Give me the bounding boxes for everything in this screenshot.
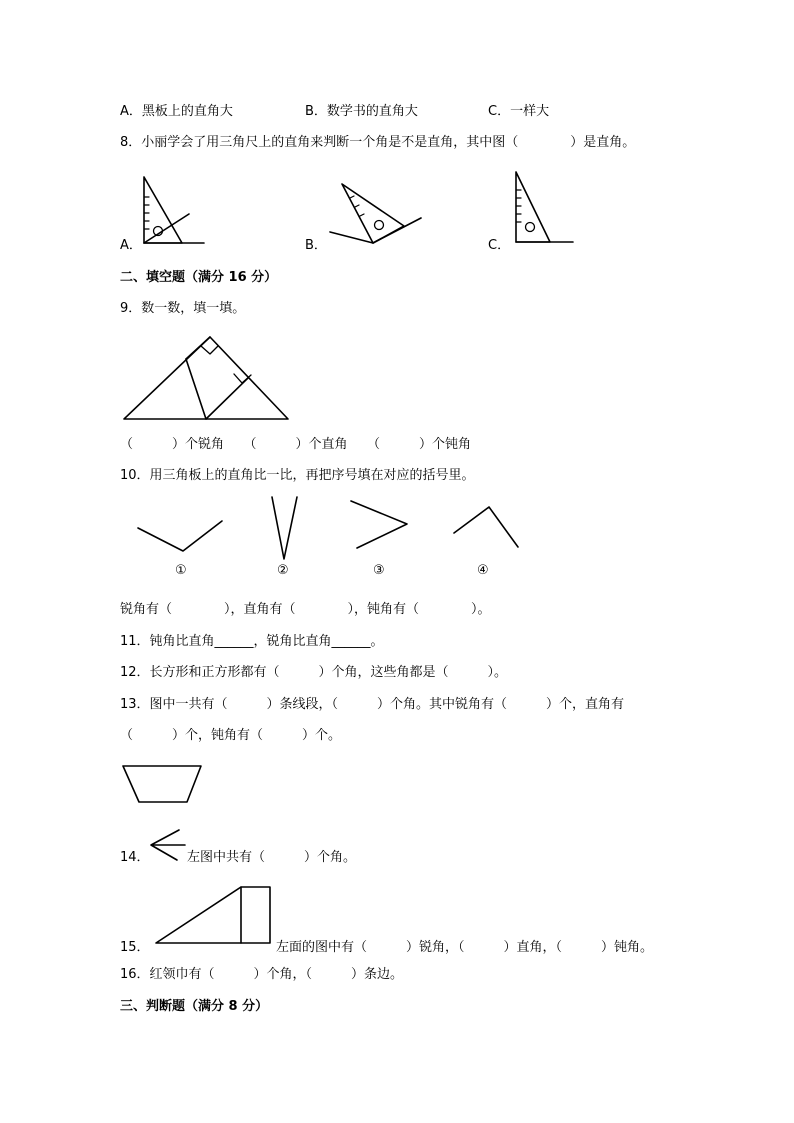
q9-question: 9．数一数，填一填。 xyxy=(120,301,246,316)
q15-question: 左面的图中有（ ）锐角，（ ）直角，（ ）钝角。 xyxy=(276,940,654,955)
q7-option-a: A．黑板上的直角大 xyxy=(120,104,233,119)
q10-number-2: ② xyxy=(277,563,289,578)
q8-label-b: B． xyxy=(305,238,327,253)
q8-figure-a xyxy=(144,177,204,243)
q10-angle-4 xyxy=(454,507,518,547)
q9-figure-triangle xyxy=(124,337,288,419)
q7-option-c: C．一样大 xyxy=(488,104,550,119)
q9-answer: （ ）个锐角 （ ）个直角 （ ）个钝角 xyxy=(120,437,472,452)
q7-option-b: B．数学书的直角大 xyxy=(305,104,418,119)
q15-number: 15． xyxy=(120,940,150,955)
q10-number-3: ③ xyxy=(373,563,385,578)
q15-figure xyxy=(156,887,270,943)
q8-label-a: A． xyxy=(120,238,142,253)
q14-question: 左图中共有（ ）个角。 xyxy=(187,850,357,865)
q8-figure-c xyxy=(516,172,573,242)
q12-question: 12．长方形和正方形都有（ ）个角，这些角都是（ ）。 xyxy=(120,665,508,680)
q10-number-4: ④ xyxy=(477,563,489,578)
section2-title: 二、填空题（满分 16 分） xyxy=(120,270,278,285)
q10-question: 10．用三角板上的直角比一比，再把序号填在对应的括号里。 xyxy=(120,468,475,483)
q8-question: 8．小丽学会了用三角尺上的直角来判断一个角是不是直角，其中图（ ）是直角。 xyxy=(120,135,636,150)
q13-question-line2: （ ）个，钝角有（ ）个。 xyxy=(120,728,342,743)
q8-figure-b xyxy=(330,184,421,243)
q11-question: 11．钝角比直角______，锐角比直角______。 xyxy=(120,634,384,649)
q13-figure-trapezoid xyxy=(123,766,201,802)
q14-figure-rays xyxy=(151,830,185,860)
q10-angle-1 xyxy=(138,521,222,551)
q10-number-1: ① xyxy=(175,563,187,578)
q13-question-line1: 13．图中一共有（ ）条线段，（ ）个角。其中锐角有（ ）个，直角有 xyxy=(120,697,625,712)
q8-label-c: C． xyxy=(488,238,511,253)
q16-question: 16．红领巾有（ ）个角，（ ）条边。 xyxy=(120,967,404,982)
section3-title: 三、判断题（满分 8 分） xyxy=(120,999,269,1014)
q10-angle-3 xyxy=(351,501,407,548)
q10-angle-2 xyxy=(272,497,297,559)
q10-answer: 锐角有（ ），直角有（ ），钝角有（ ）。 xyxy=(120,602,491,617)
q14-number: 14． xyxy=(120,850,150,865)
